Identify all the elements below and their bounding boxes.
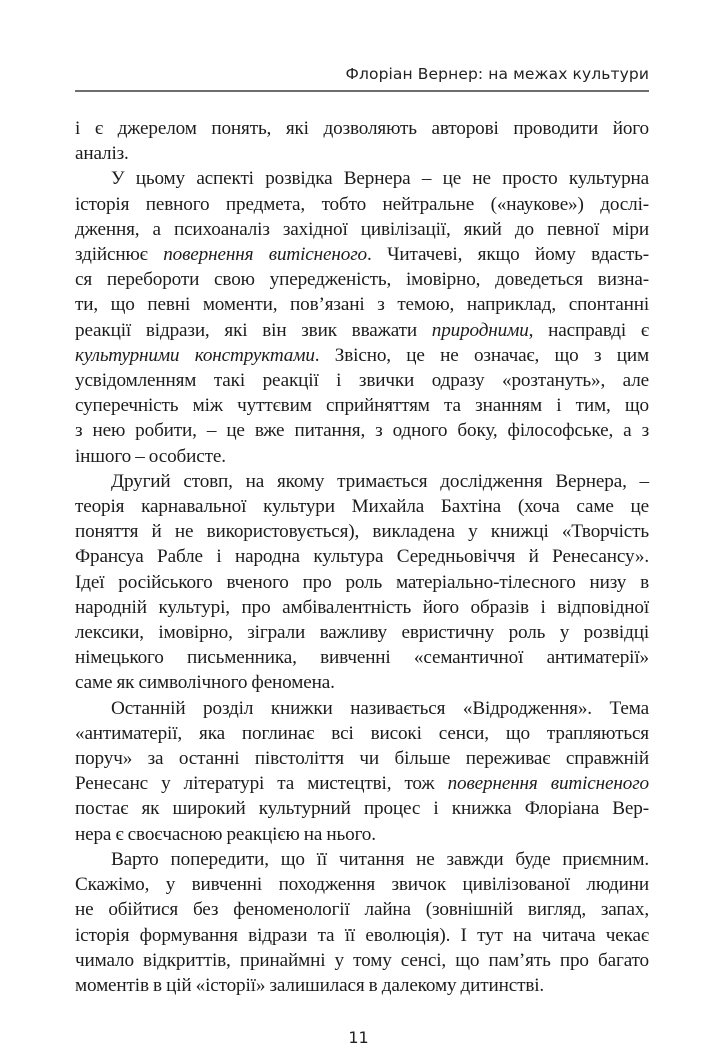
text-line [75,822,649,847]
text-segment: Варто попередити, що її читання не завжди буде приємним. [111,848,649,870]
text-segment: і є джерелом понять, які дозволяють авторові проводити його [75,118,649,139]
body-text [75,116,649,998]
text-line [75,318,649,343]
text-line [75,393,649,418]
text-line [75,620,649,645]
text-segment: реакції відрази, які він звик вважати [75,319,432,341]
text-segment: лексики, імовірно, зіграли важливу евристичну роль у розвідці [75,622,649,644]
text-segment: У цьому аспекті розвідка Вернера – це не просто культурна [111,168,649,190]
text-segment: Франсуа Рабле і народна культура Середньовіччя й Ренесансу». [75,546,649,568]
text-line [75,141,649,166]
text-segment: чимало відкриттів, принаймні у тому сенсі, що пам’ять про багато [75,949,649,971]
text-segment: історія формування відрази та її еволюція). І тут на читача чекає [75,924,649,946]
text-line [75,973,649,998]
paragraph [75,696,649,847]
paragraph [75,469,649,696]
text-segment: історія певного предмета, тобто нейтральне («наукове») дослі- [75,193,649,215]
text-segment: Ренесанс у літературі та мистецтві, тож [75,773,448,795]
running-title: Флоріан Вернер: на межах культури [345,65,649,83]
text-line [75,368,649,393]
text-line [75,897,649,922]
text-line [75,872,649,897]
text-segment: народній культурі, про амбівалентність його образів і відповідної [75,596,649,618]
text-line [75,494,649,519]
text-segment: «антиматерії, яка поглинає всі високі сенси, що трапляються [75,722,649,744]
text-line [75,721,649,746]
text-line [75,242,649,267]
text-segment: Скажімо, у вивченні походження звичок цивілізованої людини [75,874,649,896]
text-line [75,192,649,217]
text-line [75,746,649,771]
paragraph [75,116,649,166]
text-segment: . Звісно, це не означає, що з цим [314,344,649,366]
text-line [75,544,649,569]
text-segment: здійснює [75,244,164,266]
text-segment: ся перебороти свою упередженість, імовірно, доведеться визна- [75,269,649,291]
italic-phrase: повернення витісненого [163,244,367,266]
text-line [75,343,649,368]
text-line [75,696,649,721]
text-segment: з нею робити, – це вже питання, з одного боку, філософське, а з [75,420,649,442]
text-segment: , насправді є [528,319,649,341]
text-line [75,595,649,620]
text-segment: ти, що певні моменти, пов’язані з темою, наприклад, спонтанні [75,294,649,316]
text-line [75,116,649,141]
text-line [75,418,649,443]
running-head [75,62,649,92]
text-segment: Останній розділ книжки називається «Відродження». Тема [111,697,649,719]
text-segment: німецького письменника, вивченні «семантичної антиматерії» [75,647,649,669]
text-line [75,267,649,292]
text-line [75,166,649,191]
page-number: 11 [348,1028,369,1047]
text-line [75,771,649,796]
italic-phrase: культурними конструктами [75,344,315,366]
text-segment: Ідеї російського вченого про роль матеріально-тілесного низу в [75,571,649,593]
italic-phrase: повернення витісненого [447,773,649,795]
paragraph [75,166,649,468]
text-segment: нера є своєчасною реакцією на нього. [75,823,376,845]
text-segment: постає як широкий культурний процес і книжка Флоріана Вер- [75,798,649,820]
text-segment: моментів в цій «історії» залишилася в далекому дитинстві. [75,974,545,996]
text-line [75,847,649,872]
text-segment: аналіз. [75,143,129,165]
text-line [75,444,649,469]
text-line [75,292,649,317]
text-segment: саме як символічного феномена. [75,672,335,694]
text-segment: дження, а психоаналіз західної цивілізації, який до певної міри [75,218,649,240]
text-segment: не обійтися без феноменології лайна (зовнішній вигляд, запах, [75,899,649,921]
text-line [75,570,649,595]
italic-phrase: природними [431,319,529,341]
text-segment: поруч» за останні півстоліття чи більше переживає справжній [75,748,649,770]
text-segment: теорія карнавальної культури Михайла Бахтіна (хоча саме це [75,496,649,518]
text-segment: Другий стовп, на якому тримається дослідження Вернера, – [111,470,649,492]
text-segment: іншого – особисте. [75,445,226,467]
text-line [75,796,649,821]
text-segment: суперечність між чуттєвим сприйняттям та знанням і тим, що [75,395,649,417]
text-segment: усвідомленням такі реакції і звички одразу «розтануть», але [75,370,649,392]
text-segment: поняття й не використовується), викладена у книжці «Творчість [75,521,649,543]
text-line [75,519,649,544]
text-line [75,645,649,670]
text-line [75,948,649,973]
paragraph [75,847,649,998]
text-line [75,670,649,695]
text-line [75,469,649,494]
text-line [75,923,649,948]
text-segment: . Читачеві, якщо йому вдасть- [367,244,649,266]
text-line [75,217,649,242]
